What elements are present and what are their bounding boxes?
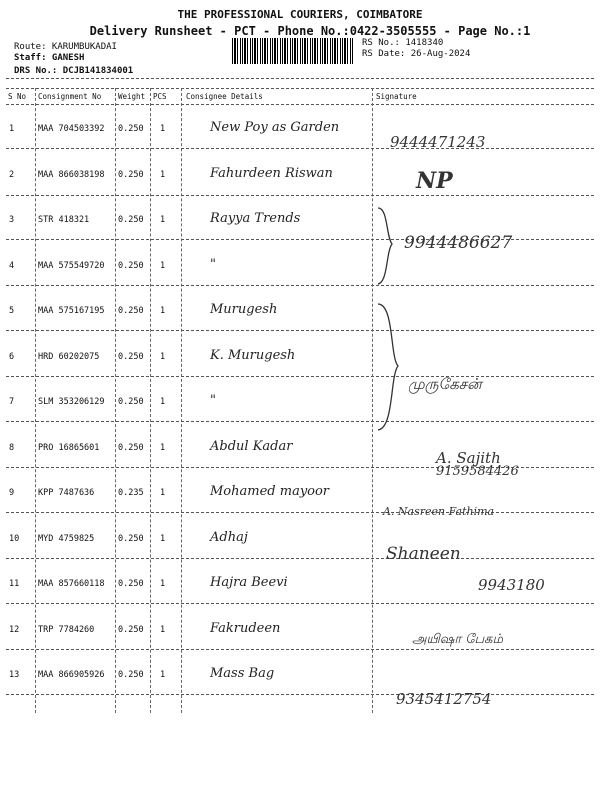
top-divider (6, 78, 594, 79)
col-header-consignment: Consignment No (38, 92, 102, 101)
row-sno: 3 (9, 215, 15, 225)
row-pcs: 1 (160, 670, 166, 680)
brace-rows-3-4 (374, 206, 398, 286)
row-divider (6, 558, 594, 559)
row-consignee: Abdul Kadar (210, 439, 293, 454)
row-consignment-no: MAA 857660118 (38, 579, 105, 589)
barcode (232, 38, 354, 64)
row-divider (6, 195, 594, 196)
row-consignee: Rayya Trends (210, 211, 301, 226)
row-weight: 0.235 (118, 488, 144, 498)
row-sno: 10 (9, 534, 20, 544)
row-pcs: 1 (160, 579, 166, 589)
row-consignee: Mohamed mayoor (210, 484, 330, 499)
row-weight: 0.250 (118, 215, 144, 225)
row-sno: 2 (9, 170, 15, 180)
title-company: THE PROFESSIONAL COURIERS, COIMBATORE (177, 8, 423, 21)
row-consignment-no: MAA 575549720 (38, 261, 105, 271)
signature-row8-phone: 9159584426 (436, 464, 519, 479)
row-weight: 0.250 (118, 534, 144, 544)
row-divider (6, 694, 594, 695)
row-weight: 0.250 (118, 124, 144, 134)
row-consignee: " (210, 393, 216, 408)
row-consignee: Adhaj (210, 530, 248, 545)
route-label: Route: KARUMBUKADAI (14, 42, 117, 52)
row-pcs: 1 (160, 488, 166, 498)
col-header-weight: Weight (118, 92, 146, 101)
row-pcs: 1 (160, 352, 166, 362)
row-pcs: 1 (160, 170, 166, 180)
col-divider (150, 88, 151, 713)
rs-no: RS No.: 1418340 (362, 38, 444, 48)
row-weight: 0.250 (118, 625, 144, 635)
row-sno: 12 (9, 625, 20, 635)
col-header-sno: S No (8, 92, 27, 101)
col-divider (35, 88, 36, 713)
row-divider (6, 330, 594, 331)
row-consignee: Murugesh (210, 302, 278, 317)
row-pcs: 1 (160, 124, 166, 134)
row-consignment-no: MAA 575167195 (38, 306, 105, 316)
row-sno: 11 (9, 579, 20, 589)
col-divider (115, 88, 116, 713)
signature-row2: NP (416, 168, 453, 194)
row-consignee: K. Murugesh (210, 348, 296, 363)
row-consignment-no: STR 418321 (38, 215, 90, 225)
row-consignee: Hajra Beevi (210, 575, 288, 590)
row-consignment-no: HRD 60202075 (38, 352, 100, 362)
signature-row13: 9345412754 (396, 690, 492, 708)
row-divider (6, 512, 594, 513)
row-consignment-no: MAA 704503392 (38, 124, 105, 134)
row-weight: 0.250 (118, 306, 144, 316)
title-runsheet: Delivery Runsheet - PCT - Phone No.:0422-3505555 - Page No.:1 (89, 24, 531, 38)
row-consignee: Fahurdeen Riswan (210, 166, 333, 181)
col-divider (181, 88, 182, 713)
row-divider (6, 376, 594, 377)
drs-label: DRS No.: DCJB141834001 (14, 66, 134, 76)
brace-rows-5-7 (374, 302, 404, 432)
signature-row8-name: A. Sajith (436, 449, 501, 467)
row-pcs: 1 (160, 534, 166, 544)
row-consignment-no: TRP 7784260 (38, 625, 95, 635)
row-consignment-no: KPP 7487636 (38, 488, 95, 498)
rs-date: RS Date: 26-Aug-2024 (362, 49, 471, 59)
col-divider (372, 88, 373, 713)
row-pcs: 1 (160, 306, 166, 316)
row-consignee: Mass Bag (210, 666, 275, 681)
signature-row12: அயிஷா பேகம் (412, 632, 503, 647)
row-divider (6, 421, 594, 422)
row-weight: 0.250 (118, 170, 144, 180)
row-consignment-no: MAA 866905926 (38, 670, 105, 680)
row-sno: 7 (9, 397, 15, 407)
row-consignment-no: MYD 4759825 (38, 534, 95, 544)
row-weight: 0.250 (118, 261, 144, 271)
row-sno: 5 (9, 306, 15, 316)
col-header-consignee: Consignee Details (186, 92, 263, 101)
row-divider (6, 649, 594, 650)
row-consignee: " (210, 257, 216, 272)
signature-row10: Shaneen (386, 544, 461, 564)
row-weight: 0.250 (118, 397, 144, 407)
row-sno: 9 (9, 488, 15, 498)
row-weight: 0.250 (118, 352, 144, 362)
signature-rows-5-7: முருகேசன் (408, 375, 482, 393)
row-consignee: New Poy as Garden (210, 120, 340, 135)
row-consignment-no: MAA 866038198 (38, 170, 105, 180)
signature-rows-3-4: 9944486627 (404, 233, 513, 253)
header-bottom-rule (6, 104, 594, 105)
row-weight: 0.250 (118, 443, 144, 453)
row-pcs: 1 (160, 261, 166, 271)
row-divider (6, 285, 594, 286)
row-sno: 8 (9, 443, 15, 453)
row-pcs: 1 (160, 625, 166, 635)
col-header-pcs: PCS (153, 92, 167, 101)
row-weight: 0.250 (118, 670, 144, 680)
row-pcs: 1 (160, 215, 166, 225)
staff-label: Staff: GANESH (14, 53, 85, 63)
signature-row1: 9444471243 (390, 133, 486, 151)
row-consignment-no: PRO 16865601 (38, 443, 100, 453)
header-top-rule (6, 88, 594, 89)
row-sno: 6 (9, 352, 15, 362)
row-divider (6, 603, 594, 604)
row-consignment-no: SLM 353206129 (38, 397, 105, 407)
row-pcs: 1 (160, 397, 166, 407)
row-weight: 0.250 (118, 579, 144, 589)
row-consignee: Fakrudeen (210, 621, 281, 636)
row-sno: 4 (9, 261, 15, 271)
signature-row11: 9943180 (478, 576, 545, 594)
row-sno: 13 (9, 670, 20, 680)
row-pcs: 1 (160, 443, 166, 453)
row-sno: 1 (9, 124, 15, 134)
col-header-signature: Signature (376, 92, 417, 101)
row-divider (6, 148, 594, 149)
signature-row9: A. Nasreen Fathima (383, 505, 495, 518)
